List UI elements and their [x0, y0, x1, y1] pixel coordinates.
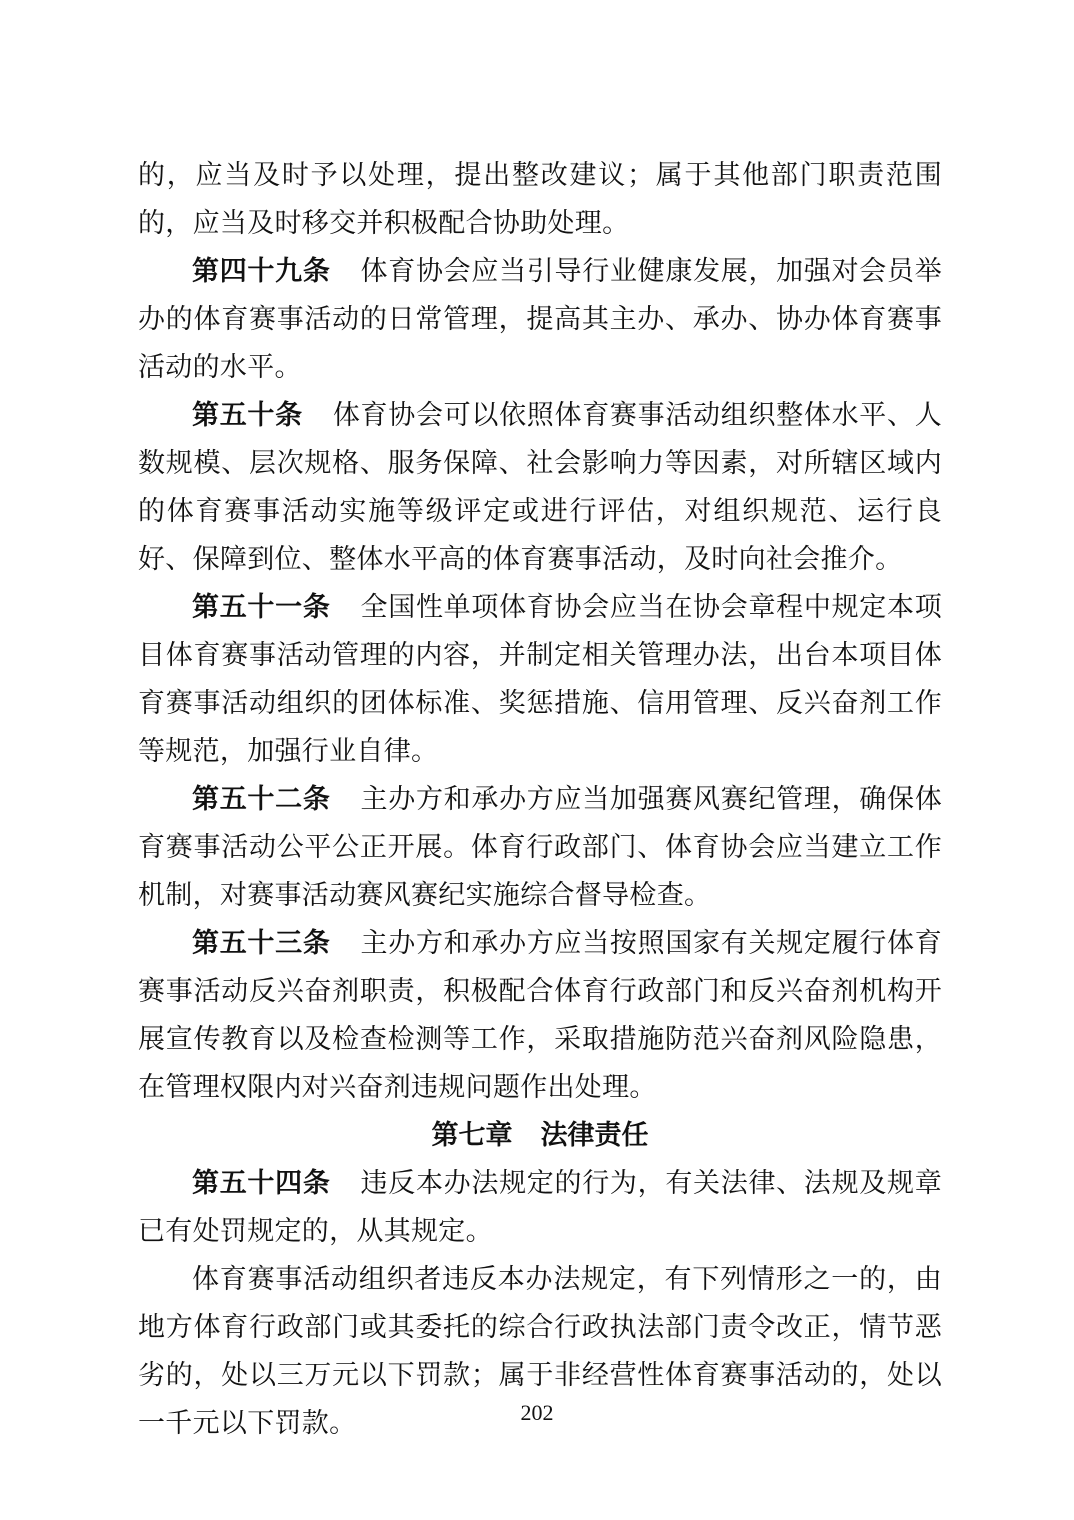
document-body	[138, 152, 942, 1448]
article-text: 违反本办法规定的行为，有关法律、法规及规章已有处罚规定的，从其规定。	[138, 1168, 942, 1247]
article-number: 第五十四条	[192, 1168, 331, 1199]
article-number: 第五十二条	[192, 784, 331, 815]
article-number: 第四十九条	[192, 256, 331, 287]
paragraph-continuation	[138, 152, 942, 248]
article-number: 第五十一条	[192, 592, 331, 623]
article-text: 主办方和承办方应当按照国家有关规定履行体育赛事活动反兴奋剂职责，积极配合体育行政部门和反兴奋剂机构开展宣传教育以及检查检测等工作，采取措施防范兴奋剂风险隐患，在管理权限内对兴奋剂违规问题作出处理。	[138, 928, 942, 1103]
article-number: 第五十三条	[192, 928, 331, 959]
article-49	[138, 248, 942, 392]
chapter-label: 第七章	[431, 1120, 513, 1151]
article-50	[138, 392, 942, 584]
article-number: 第五十条	[192, 400, 303, 431]
article-text: 体育协会可以依照体育赛事活动组织整体水平、人数规模、层次规格、服务保障、社会影响力等因素，对所辖区域内的体育赛事活动实施等级评定或进行评估，对组织规范、运行良好、保障到位、整体水平高的体育赛事活动，及时向社会推介。	[138, 400, 942, 575]
article-text: 主办方和承办方应当加强赛风赛纪管理，确保体育赛事活动公平公正开展。体育行政部门、体育协会应当建立工作机制，对赛事活动赛风赛纪实施综合督导检查。	[138, 784, 942, 911]
chapter-title: 法律责任	[540, 1120, 649, 1151]
article-52	[138, 776, 942, 920]
article-text: 体育协会应当引导行业健康发展，加强对会员举办的体育赛事活动的日常管理，提高其主办、承办、协办体育赛事活动的水平。	[138, 256, 942, 383]
article-53	[138, 920, 942, 1112]
article-text: 全国性单项体育协会应当在协会章程中规定本项目体育赛事活动管理的内容，并制定相关管理办法，出台本项目体育赛事活动组织的团体标准、奖惩措施、信用管理、反兴奋剂工作等规范，加强行业自律。	[138, 592, 942, 767]
article-51	[138, 584, 942, 776]
article-54	[138, 1160, 942, 1256]
page-number: 202	[520, 1400, 554, 1425]
chapter-heading	[138, 1112, 942, 1160]
paragraph-text: 体育赛事活动组织者违反本办法规定，有下列情形之一的，由地方体育行政部门或其委托的综合行政执法部门责令改正，情节恶劣的，处以三万元以下罚款；属于非经营性体育赛事活动的，处以一千元以下罚款。	[138, 1264, 942, 1439]
paragraph-text: 的，应当及时予以处理，提出整改建议；属于其他部门职责范围的，应当及时移交并积极配合协助处理。	[138, 160, 942, 239]
